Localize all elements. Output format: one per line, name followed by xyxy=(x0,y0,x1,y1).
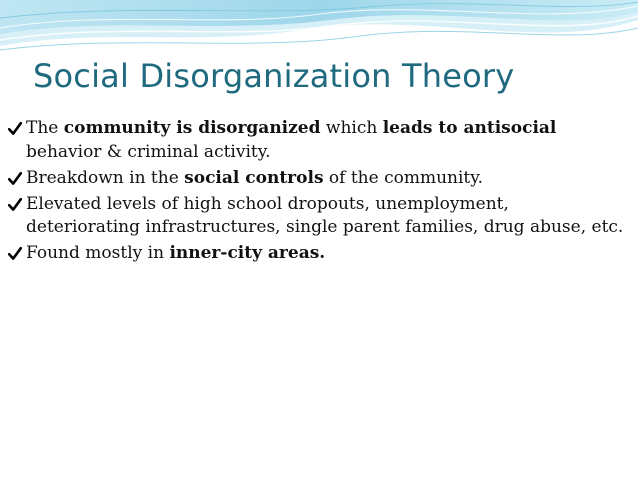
bullet-text: of the community. xyxy=(323,167,484,188)
bullet-item xyxy=(8,117,628,164)
bullet-emphasis-text: inner-city areas. xyxy=(169,243,326,263)
bullet-emphasis-text: community is disorganized xyxy=(63,118,321,138)
check-mark-icon xyxy=(8,246,22,261)
slide-title: Social Disorganization Theory xyxy=(33,57,515,95)
bullet-list xyxy=(8,117,628,268)
bullet-emphasis-text: social controls xyxy=(184,167,324,188)
bullet-emphasis-text: leads to antisocial xyxy=(382,118,557,138)
bullet-text: The xyxy=(26,118,64,138)
check-mark-icon xyxy=(8,121,22,136)
bullet-text: behavior & criminal activity. xyxy=(26,141,271,162)
bullet-text: which xyxy=(320,118,383,138)
bullet-item xyxy=(8,167,628,191)
check-mark-icon xyxy=(8,197,22,212)
bullet-text: Found mostly in xyxy=(26,243,170,263)
check-mark-icon xyxy=(8,171,22,186)
bullet-item xyxy=(8,193,628,240)
bullet-text: Elevated levels of high school dropouts, unemployment, deteriorating infrastructures, single parent families, drug abuse, etc. xyxy=(26,193,624,237)
bullet-item xyxy=(8,242,628,266)
bullet-text: Breakdown in the xyxy=(26,167,185,188)
